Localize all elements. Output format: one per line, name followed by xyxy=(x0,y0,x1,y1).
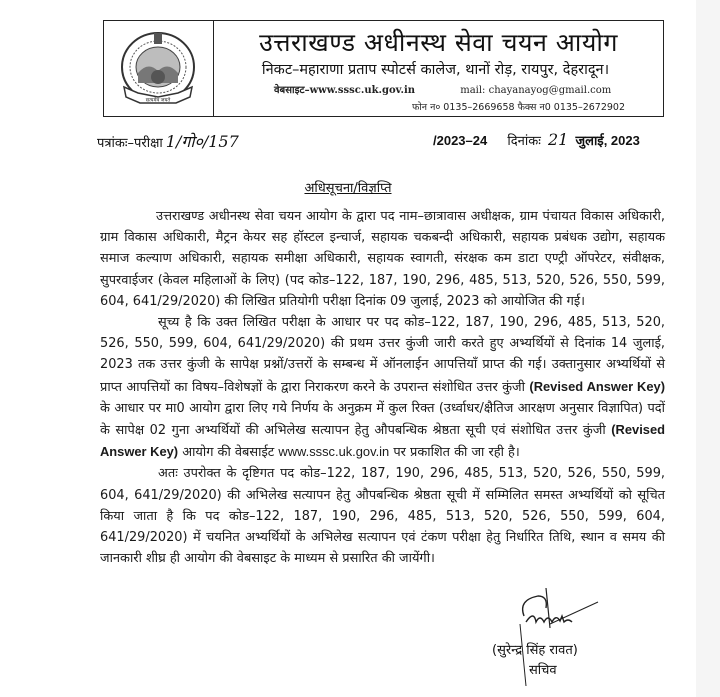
p2-middle: के आधार पर मा0 आयोग द्वारा लिए गये निर्णय के अनुक्रम में कुल रिक्त (उर्ध्वाधर/क्षैतिज आरक्षण अनुसार विज्ञापित) पदों के सापेक्ष 02 गुना अभ्यर्थियों की अभिलेख सत्यापन हेतु औपबन्धिक श्रेष्ठता सूची एवं संशोधित उत्तर कुंजी xyxy=(100,400,665,439)
reference-number xyxy=(97,130,239,152)
revised-answer-key-2: (Revised Answer Key) xyxy=(100,422,665,460)
p2-end: पर प्रकाशित की जा रही है। xyxy=(393,445,520,461)
paragraph-3: अतः उपरोक्त के दृष्टिगत पद कोड–122, 187, 190, 296, 485, 513, 520, 526, 550, 599, 604, 641/29/2020) की अभिलेख सत्यापन हेतु औपबन्धिक श्रेष्ठता सूची में सम्मिलित समस्त अभ्यर्थियों को सूचित किया जाता है कि पद कोड–122, 187, 190, 296, 485, 513, 520, 526, 550, 599, 604, 641/29/2020) में चयनित अभ्यर्थियों के अभिलेख सत्यापन एवं टंकण परीक्षा हेतु निर्धारित तिथि, स्थान व समय की जानकारी शीघ्र ही आयोग की वेबसाइट के माध्यम से प्रसारित की जायेंगी। xyxy=(100,466,665,567)
website-link[interactable]: वेबसाइट–www.sssc.uk.gov.in xyxy=(274,85,416,96)
handwritten-day: 21 xyxy=(547,130,569,149)
seal-motto: सत्यमेव जयते xyxy=(145,97,171,104)
handwritten-reference: 1/गो०/157 xyxy=(165,132,239,151)
email-link[interactable]: mail: chayanayog@gmail.com xyxy=(460,85,612,96)
commission-seal-icon xyxy=(114,27,202,109)
contact-line xyxy=(274,82,611,96)
reference-year: /2023–24 xyxy=(433,133,488,148)
organization-address: निकट–महाराणा प्रताप स्पोटर्स कालेज, थानों रोड़, रायपुर, देहरादून। xyxy=(261,62,610,78)
organization-name: उत्तराखण्ड अधीनस्थ सेवा चयन आयोग xyxy=(259,28,618,57)
seal-cell xyxy=(104,21,214,116)
date-line xyxy=(433,130,640,149)
paragraph-1: उत्तराखण्ड अधीनस्थ सेवा चयन आयोग के द्वारा पद नाम–छात्रावास अधीक्षक, ग्राम पंचायत विकास अधिकारी, ग्राम विकास अधिकारी, मैट्रन केयर सह हॉस्टल इन्चार्ज, सहायक चकबन्दी अधिकारी, सहायक प्रबंधक उद्योग, सहायक समाज कल्याण अधिकारी, सहायक समीक्षा अधिकारी, सहायक स्वागती, संरक्षक कम डाटा एण्ट्री ऑपरेटर, संवीक्षक, सुपरवाईजर (केवल महिलाओं के लिए) (पद कोड–122, 187, 190, 296, 485, 513, 520, 526, 550, 599, 604, 641/29/2020) की लिखित प्रतियोगी परीक्षा दिनांक 09 जुलाई, 2023 को आयोजित की गई। xyxy=(100,209,665,309)
revised-answer-key-1: (Revised Answer Key) xyxy=(529,378,665,394)
p2-text: सूच्य है कि उक्त लिखित परीक्षा के आधार पर पद कोड–122, 187, 190, 296, 485, 513, 520, 526, 550, 599, 604, 641/29/2020) की प्रथम उत्तर कुंजी जारी करते हुए अभ्यर्थियों से दिनांक 14 जुलाई, 2023 तक उत्तर कुंजी के सापेक्ष प्रश्नों/उत्तरों के सम्बन्ध में ऑनलाईन आपत्तियाँ प्राप्त की गई। उक्तानुसार अभ्यर्थियों से प्राप्त आपत्तियों का विषय–विशेषज्ञों के द्वारा निराकरण करने के उपरान्त संशोधित उत्तर कुंजी xyxy=(100,315,665,395)
letterhead xyxy=(103,20,664,117)
signatory-name: (सुरेन्द्र सिंह रावत) xyxy=(492,643,578,658)
p2-website-label: आयोग की वेबसाईट xyxy=(182,445,275,461)
signatory-designation: सचिव xyxy=(529,663,557,678)
date-month-year: जुलाई, 2023 xyxy=(575,133,640,148)
reference-label: पत्रांकः–परीक्षा xyxy=(97,136,163,151)
paragraph-2 xyxy=(100,312,665,463)
website-url[interactable]: www.sssc.uk.gov.in xyxy=(278,444,390,460)
letterhead-text xyxy=(214,21,663,116)
phone-fax: फोन न० 0135–2669658 फैक्स न0 0135–2672902 xyxy=(412,102,626,113)
date-label: दिनांकः xyxy=(507,134,541,149)
notice-title: अधिसूचना/विज्ञप्ति xyxy=(304,181,392,196)
notice-body xyxy=(100,206,665,569)
viewer-margin xyxy=(696,0,720,697)
